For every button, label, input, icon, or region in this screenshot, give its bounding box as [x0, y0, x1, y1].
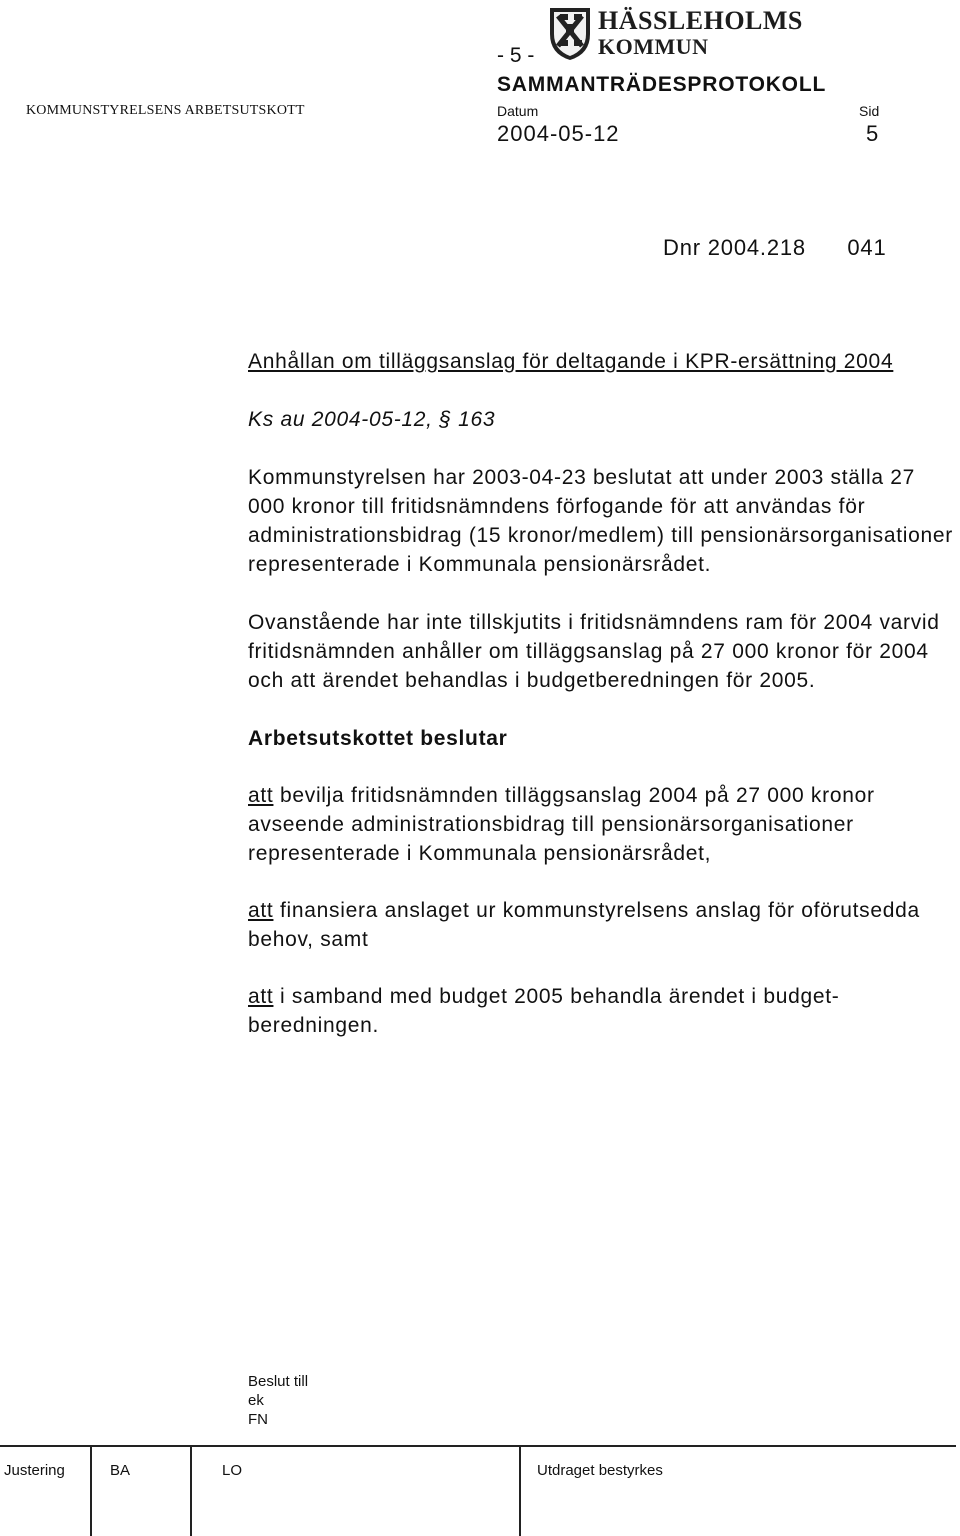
- municipality-coat-of-arms-icon: [548, 4, 592, 62]
- distribution-list: [248, 1372, 308, 1429]
- document-title: SAMMANTRÄDESPROTOKOLL: [497, 73, 827, 96]
- decision-item: [248, 982, 956, 1040]
- meeting-date: 2004-05-12: [497, 121, 620, 146]
- date-label: Datum: [497, 103, 539, 119]
- distribution-recipient: ek: [248, 1392, 264, 1409]
- case-subject: Anhållan om tilläggsanslag för deltagande i KPR-ersättning 2004: [248, 350, 894, 373]
- footer-column-divider: [519, 1445, 521, 1536]
- decision-text: i samband med budget 2005 behandla ärendet i budgetberedningen.: [248, 985, 839, 1037]
- page-number: - 5 -: [497, 44, 535, 67]
- minutes-body: [248, 347, 956, 1040]
- decision-att: att: [248, 985, 274, 1008]
- case-reference: Ks au 2004-05-12, § 163: [248, 408, 496, 431]
- footer-divider: [0, 1445, 956, 1447]
- footer-initials-2: LO: [222, 1462, 243, 1479]
- decision-text: finansiera anslaget ur kommunstyrelsens anslag för oförutsedda behov, samt: [248, 899, 920, 951]
- background-paragraph-2: Ovanstående har inte tillskjutits i fritidsnämndens ram för 2004 varvid fritidsnämnden anhåller om tilläggsanslag på 27 000 kronor för 2004 och att ärendet behandlas i budgetberedningen för 2005.: [248, 611, 940, 692]
- committee-name: KOMMUNSTYRELSENS ARBETSUTSKOTT: [26, 103, 305, 118]
- footer-certified-label: Utdraget bestyrkes: [537, 1462, 663, 1479]
- footer-initials-1: BA: [110, 1462, 131, 1479]
- decision-item: [248, 896, 956, 954]
- footer-justering-label: Justering: [4, 1462, 65, 1479]
- decision-att: att: [248, 899, 274, 922]
- decision-item: [248, 781, 956, 868]
- diary-number: Dnr 2004.218 041: [663, 235, 887, 260]
- municipality-logo-text: [598, 8, 803, 60]
- distribution-recipient: FN: [248, 1411, 268, 1428]
- page-label: Sid: [859, 103, 880, 119]
- logo-line-1: HÄSSLEHOLMS: [598, 6, 803, 35]
- footer-column-divider: [190, 1445, 192, 1536]
- decision-text: bevilja fritidsnämnden tilläggsanslag 2004 på 27 000 kronor avseende administrationsbidrag till pensionärsorganisationer representerade i Kommunala pensionärsrådet,: [248, 784, 875, 865]
- decision-att: att: [248, 784, 274, 807]
- logo-line-2: KOMMUN: [598, 34, 709, 59]
- background-paragraph-1: Kommunstyrelsen har 2003-04-23 beslutat att under 2003 ställa 27 000 kronor till fritidsnämndens förfogande för att användas för administrationsbidrag (15 kronor/medlem) till pensionärsorganisationer representerade i Kommunala pensionärsrådet.: [248, 466, 953, 576]
- page-value: 5: [866, 121, 879, 146]
- decision-heading: Arbetsutskottet beslutar: [248, 727, 508, 750]
- distribution-title: Beslut till: [248, 1373, 309, 1390]
- footer-column-divider: [90, 1445, 92, 1536]
